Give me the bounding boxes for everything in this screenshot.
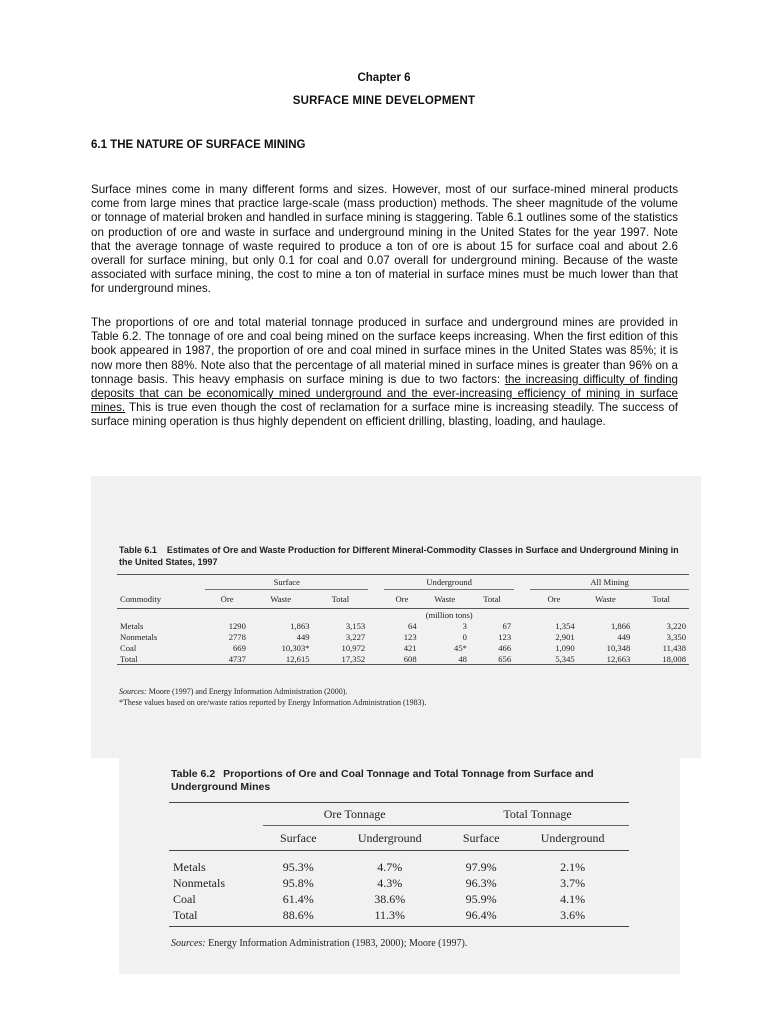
cell: 3,153 (345, 620, 366, 631)
table-6-1-caption-text: Estimates of Ore and Waste Production for Different Mineral-Commodity Classes in Surface and Underground Mining in the United States, 1997 (119, 545, 679, 567)
cell: 95.9% (465, 891, 497, 906)
chapter-label: Chapter 6 (357, 72, 411, 84)
table-6-1 (117, 574, 689, 665)
cell: 96.4% (446, 907, 516, 927)
header-ore: Ore (530, 590, 578, 609)
section-heading: 6.1 THE NATURE OF SURFACE MINING (91, 139, 306, 151)
table-row (117, 620, 689, 631)
cell: 4.1% (560, 891, 586, 906)
cell: 1,354 (555, 620, 575, 631)
group-surface: Surface (205, 575, 368, 590)
row-label: Coal (120, 642, 137, 653)
cell: 3,227 (345, 631, 366, 642)
header-total: Total (633, 590, 689, 609)
table-6-1-sources (119, 686, 426, 708)
cell: 18,008 (633, 653, 689, 665)
row-label: Metals (173, 859, 206, 874)
header-underground: Underground (333, 826, 446, 851)
cell: 45* (454, 642, 467, 653)
header-commodity: Commodity (117, 590, 205, 609)
cell: 2,901 (555, 631, 575, 642)
group-ore-tonnage: Ore Tonnage (263, 803, 446, 826)
cell: 1,090 (555, 642, 575, 653)
group-underground: Underground (384, 575, 514, 590)
cell: 17,352 (313, 653, 369, 665)
cell: 11,438 (662, 642, 686, 653)
header-total: Total (313, 590, 369, 609)
cell: 10,303* (281, 642, 310, 653)
cell: 669 (232, 642, 246, 653)
cell: 1,863 (290, 620, 310, 631)
header-waste: Waste (420, 590, 470, 609)
cell: 4737 (205, 653, 249, 665)
sources-text: Moore (1997) and Energy Information Administration (2000). (148, 687, 348, 696)
cell: 421 (403, 642, 417, 653)
cell: 48 (420, 653, 470, 665)
cell: 608 (384, 653, 419, 665)
header-ore: Ore (384, 590, 419, 609)
row-label: Total (117, 653, 205, 665)
cell: 4.7% (377, 859, 403, 874)
cell: 2.1% (560, 859, 586, 874)
sources-text: Energy Information Administration (1983, 2000); Moore (1997). (208, 938, 468, 949)
sources-label: Sources: (119, 687, 147, 696)
cell: 1,866 (610, 620, 631, 631)
table-row (117, 653, 689, 665)
cell: 95.3% (282, 859, 314, 874)
table-row (117, 631, 689, 642)
cell: 97.9% (465, 859, 497, 874)
table-row (169, 875, 629, 891)
cell: 3.6% (516, 907, 629, 927)
header-ore: Ore (205, 590, 249, 609)
row-label: Metals (120, 620, 144, 631)
table-row (117, 642, 689, 653)
table-6-2-sources (171, 938, 467, 949)
cell: 64 (408, 620, 417, 631)
cell: 466 (498, 642, 512, 653)
cell: 449 (617, 631, 631, 642)
cell: 2778 (228, 631, 246, 642)
table-6-2-scan (119, 758, 680, 974)
header-surface: Surface (446, 826, 516, 851)
cell: 3,350 (666, 631, 686, 642)
table-6-1-scan (91, 476, 701, 758)
header-waste: Waste (249, 590, 313, 609)
header-waste: Waste (578, 590, 634, 609)
cell: 96.3% (465, 875, 497, 890)
cell: 88.6% (263, 907, 333, 927)
cell: 449 (296, 631, 310, 642)
table-6-1-label: Table 6.1 (119, 545, 157, 555)
table-footnote: *These values based on ore/waste ratios reported by Energy Information Administration (1983). (119, 698, 427, 707)
cell: 3 (462, 620, 467, 631)
cell: 123 (498, 631, 512, 642)
cell: 3,220 (666, 620, 686, 631)
table-6-2 (169, 802, 629, 927)
cell: 10,972 (341, 642, 366, 653)
cell: 656 (470, 653, 514, 665)
cell: 11.3% (333, 907, 446, 927)
cell: 38.6% (374, 891, 406, 906)
row-label: Nonmetals (120, 631, 158, 642)
table-6-2-label: Table 6.2 (171, 768, 216, 780)
table-6-1-caption (119, 544, 689, 568)
cell: 12,615 (249, 653, 313, 665)
cell: 95.8% (282, 875, 314, 890)
sources-label: Sources: (171, 938, 206, 949)
cell: 1290 (228, 620, 246, 631)
paragraph-2-underlined-text: the increasing difficulty of finding deposits that can be economically mined underground and the ever-increasing efficiency of mining in surface mines. (91, 372, 679, 415)
cell: 3.7% (560, 875, 586, 890)
group-total-tonnage: Total Tonnage (446, 803, 629, 826)
cell: 0 (462, 631, 467, 642)
cell: 61.4% (282, 891, 314, 906)
row-label: Nonmetals (173, 875, 225, 890)
paragraph-2-text: The proportions of ore and total material tonnage produced in surface and underground mines are provided in Table 6.2. The tonnage of ore and coal being mined on the surface keeps increasing. When the first edition of this book appeared in 1987, the proportion of ore and coal mined in surface mines in the United States was 85%; it is now more then 88%. Note also that the percentage of all material mined in surface mines is greater than 96% on a tonnage basis. This heavy emphasis on surface mining is due to two factors: (91, 316, 678, 386)
paragraph-1: Surface mines come in many different forms and sizes. However, most of our surface-mined mineral products come from large mines that practice large-scale (mass production) methods. The sheer magnitude of the volume or tonnage of material broken and handled in surface mining is staggering. Table 6.1 outlines some of the statistics on production of ore and waste in surface and underground mining in the United States for the year 1997. Note that the average tonnage of waste required to produce a ton of ore is about 15 for surface coal and about 2.6 overall for surface mining, but only 0.1 for coal and 0.07 overall for underground mining. Because of the waste associated with surface mining, the cost to mine a ton of material in surface mines must be much lower than that for underground mines. (91, 183, 678, 296)
units-label: (million tons) (425, 609, 473, 620)
table-row (169, 851, 629, 876)
table-row (169, 891, 629, 907)
table-6-2-caption (171, 768, 651, 794)
paragraph-2-text-end: This is true even though the cost of reclamation for a surface mine is increasing steadily. The success of surface mining operation is thus highly dependent on efficient drilling, blasting, loading, and haulage. (91, 401, 678, 429)
header-surface: Surface (263, 826, 333, 851)
table-6-2-caption-text: Proportions of Ore and Coal Tonnage and Total Tonnage from Surface and Underground Mines (171, 768, 594, 793)
cell: 67 (502, 620, 512, 631)
row-label: Coal (173, 891, 196, 906)
cell: 123 (403, 631, 417, 642)
header-underground: Underground (516, 826, 629, 851)
paragraph-2 (91, 316, 678, 430)
cell: 12,663 (578, 653, 634, 665)
chapter-title: SURFACE MINE DEVELOPMENT (292, 95, 476, 107)
group-all-mining: All Mining (530, 575, 689, 590)
row-label: Total (169, 907, 263, 927)
cell: 4.3% (377, 875, 403, 890)
table-row (169, 907, 629, 927)
cell: 5,345 (530, 653, 578, 665)
header-total: Total (470, 590, 514, 609)
cell: 10,348 (606, 642, 631, 653)
